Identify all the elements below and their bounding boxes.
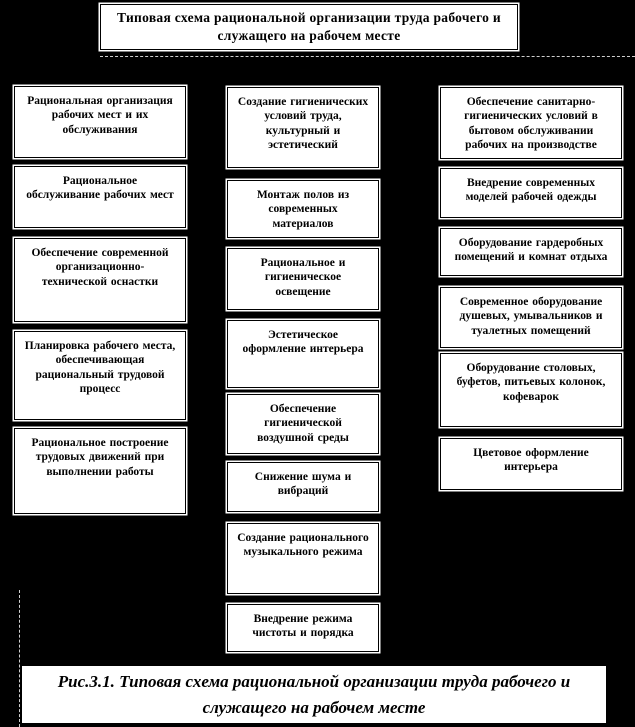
canvas-boundary-dashed-line-horizontal xyxy=(100,56,635,57)
node-cleanliness-order-regime: Внедрение режима чистоты и порядка xyxy=(227,604,379,652)
node-rational-music-regime: Создание рационального музыкального режима xyxy=(227,523,379,594)
node-modern-floor-materials: Монтаж полов из современных материалов xyxy=(227,180,379,238)
node-color-interior-design: Цветовое оформление интерьера xyxy=(440,438,622,490)
node-rational-labor-movements: Рациональное построение трудовых движений при выполнении работы xyxy=(14,428,186,514)
node-hygienic-cultural-aesthetic-conditions: Создание гигиенических условий труда, культурный и эстетический xyxy=(227,87,379,168)
node-showers-washbasins-toilets: Современное оборудование душевых, умывальников и туалетных помещений xyxy=(440,287,622,348)
diagram-title-node: Типовая схема рациональной организации труда рабочего и служащего на рабочем месте xyxy=(100,4,518,50)
node-sanitary-hygienic-conditions: Обеспечение санитарно-гигиенических условий в бытовом обслуживании рабочих на производстве xyxy=(440,87,622,159)
node-canteens-buffets-equipment: Оборудование столовых, буфетов, питьевых колонок, кофеварок xyxy=(440,353,622,427)
node-modern-work-clothes: Внедрение современных моделей рабочей одежды xyxy=(440,168,622,218)
node-workplace-layout: Планировка рабочего места, обеспечивающая рациональный трудовой процесс xyxy=(14,331,186,420)
node-rational-workplace-service: Рациональное обслуживание рабочих мест xyxy=(14,166,186,228)
node-noise-vibration-reduction: Снижение шума и вибраций xyxy=(227,462,379,512)
node-modern-org-technical-equipment: Обеспечение современной организационно-технической оснастки xyxy=(14,238,186,322)
node-aesthetic-interior-design: Эстетическое оформление интерьера xyxy=(227,320,379,388)
figure-caption: Рис.3.1. Типовая схема рациональной организации труда рабочего и служащего на рабочем месте xyxy=(20,664,608,725)
node-wardrobe-rest-rooms: Оборудование гардеробных помещений и комнат отдыха xyxy=(440,228,622,276)
canvas-boundary-dashed-line-vertical xyxy=(19,590,20,727)
node-rational-workplace-organization: Рациональная организация рабочих мест и их обслуживания xyxy=(14,86,186,158)
node-hygienic-air-environment: Обеспечение гигиенической воздушной среды xyxy=(227,394,379,454)
node-rational-hygienic-lighting: Рациональное и гигиеническое освещение xyxy=(227,248,379,310)
